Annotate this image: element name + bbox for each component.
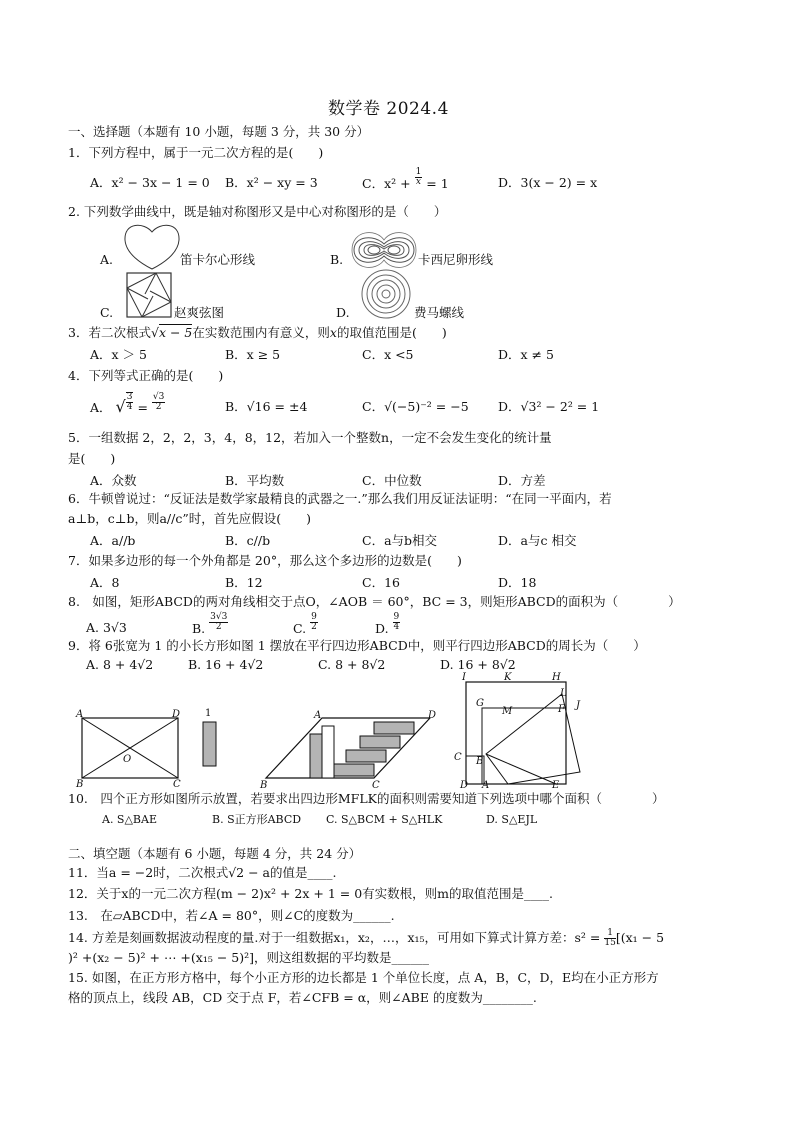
zhao-shuang-figure [126, 272, 172, 318]
q2-option-a-label: 笛卡尔心形线 [180, 252, 256, 267]
q15-line1: 15. 如图，在正方形方格中，每个小正方形的边长都是 1 个单位长度，点 A，B，C，D，E均在小正方形方 [68, 970, 659, 985]
q4-option-b[interactable]: B．√16 = ±4 [225, 399, 308, 414]
sq-label-l: L [560, 688, 567, 699]
section2-heading: 二、填空题（本题有 6 小题，每题 4 分，共 24 分） [68, 846, 362, 861]
q5-stem-line1: 5．一组数据 2，2，2，3，4，8，12，若加入一个整数n，一定不会发生变化的统计量 [68, 430, 552, 445]
q9-option-c[interactable]: C. 8 + 8√2 [318, 657, 386, 672]
q8-option-c[interactable]: C. $\frac{9}{2}$ [293, 612, 317, 636]
q2-option-c-letter[interactable]: C. [100, 305, 114, 320]
q1-option-b[interactable]: B．x² − xy = 3 [225, 175, 318, 190]
q14-line2: )² +(x₂ − 5)² + ⋯ +(x₁₅ − 5)²]，则这组数据的平均数是______ [68, 950, 429, 965]
rect-label-o: O [123, 754, 132, 765]
q5-option-c[interactable]: C．中位数 [362, 473, 422, 488]
q8-option-b[interactable]: B. $\frac{3√3}{2}$ [192, 612, 228, 636]
q7-option-d[interactable]: D．18 [498, 575, 537, 590]
q3-option-c[interactable]: C．x <5 [362, 347, 414, 362]
rect-label-d: D [172, 709, 181, 720]
q8-option-d[interactable]: D. $\frac{9}{4}$ [375, 612, 400, 636]
q6-option-b[interactable]: B．c//b [225, 533, 271, 548]
sq-label-m: M [502, 706, 513, 717]
q6-stem-line1: 6．牛顿曾说过：“反证法是数学家最精良的武器之一.”那么我们用反证法证明：“在同一平面内，若 [68, 491, 612, 506]
q15-line2: 格的顶点上，线段 AB，CD 交于点 F，若∠CFB = α，则∠ABE 的度数为________. [68, 990, 537, 1005]
rectangle-abcd-figure [76, 708, 186, 788]
q2-option-d-label: 费马螺线 [414, 305, 465, 320]
q13-text: 13. 在▱ABCD中，若∠A = 80°，则∠C的度数为______. [68, 908, 395, 923]
q9-option-a[interactable]: A. 8 + 4√2 [86, 657, 154, 672]
q4-option-d[interactable]: D．√3² − 2² = 1 [498, 399, 600, 414]
q10-stem: 10. 四个正方形如图所示放置，若要求出四边形MFLK的面积则需要知道下列选项中哪个面积（ ） [68, 791, 665, 806]
q1-option-c[interactable] [362, 167, 449, 191]
q4-option-c[interactable]: C．√(−5)⁻² = −5 [362, 399, 469, 414]
q6-stem-line2: a⊥b，c⊥b，则a//c”时，首先应假设( ) [68, 511, 311, 526]
sq-label-h: H [552, 672, 561, 683]
sq-label-c: C [454, 752, 462, 763]
q8-stem: 8. 如图，矩形ABCD的两对角线相交于点O，∠AOB ＝ 60°，BC = 3，则矩形ABCD的面积为（ ） [68, 594, 681, 609]
q3-option-a[interactable]: A．x ＞ 5 [90, 347, 147, 362]
q4-option-a[interactable]: A． √ $\frac{3}{4}$ = $\frac{√3}{2}$ [90, 391, 165, 416]
para-label-a: A [314, 710, 322, 721]
q10-option-a[interactable]: A. S△BAE [102, 813, 157, 826]
rect-label-a: A [76, 709, 84, 720]
sq-label-g: G [476, 698, 484, 709]
q2-stem: 2. 下列数学曲线中，既是轴对称图形又是中心对称图形的是（ ） [68, 204, 447, 219]
sq-label-f: F [558, 704, 565, 715]
q1-stem: 1．下列方程中，属于一元二次方程的是( ) [68, 145, 324, 160]
q1-c-suffix: = 1 [426, 176, 449, 191]
q3-option-d[interactable]: D．x ≠ 5 [498, 347, 554, 362]
q3-stem: 3．若二次根式√x − 5在实数范围内有意义，则x的取值范围是( ) [68, 325, 447, 340]
sq-label-k: K [504, 672, 512, 683]
q2-option-b-label: 卡西尼卵形线 [418, 252, 494, 267]
q7-option-b[interactable]: B．12 [225, 575, 263, 590]
q9-stem: 9．将 6张宽为 1 的小长方形如图 1 摆放在平行四边形ABCD中，则平行四边形ABCD的周长为（ ） [68, 638, 646, 653]
para-label-d: D [428, 710, 437, 721]
para-label-c: C [372, 780, 380, 791]
q8-option-a[interactable]: A. 3√3 [86, 620, 127, 635]
section1-heading: 一、选择题（本题有 10 小题，每题 3 分，共 30 分） [68, 124, 370, 139]
sq-label-a: A [482, 780, 490, 791]
q11-text: 11．当a = −2时，二次根式√2 − a的值是____. [68, 865, 337, 880]
exam-title: 数学卷 2024.4 [328, 99, 449, 119]
q1-c-fraction: $\frac{1}{x}$ [415, 167, 422, 187]
q2-option-b-letter[interactable]: B. [330, 252, 344, 267]
cassini-oval-figure [350, 228, 418, 272]
q10-option-b[interactable]: B. S正方形ABCD [212, 813, 302, 826]
q1-option-d[interactable]: D．3(x − 2) = x [498, 175, 598, 190]
q2-option-d-letter[interactable]: D. [336, 305, 350, 320]
q5-option-b[interactable]: B．平均数 [225, 473, 285, 488]
q14-line1: 14. 方差是刻画数据波动程度的量.对于一组数据x₁，x₂，…，x₁₅，可用如下算式计算方差：s² = $\frac{1}{15}$ [(x₁ − 5 [68, 928, 665, 948]
sq-label-e: E [552, 780, 560, 791]
q1-c-prefix: C．x² + [362, 176, 411, 191]
q12-text: 12．关于x的一元二次方程(m − 2)x² + 2x + 1 = 0有实数根，则m的取值范围是____. [68, 886, 553, 901]
q1-option-a[interactable]: A．x² − 3x − 1 = 0 [90, 175, 210, 190]
sq-label-d: D [460, 780, 469, 791]
q4-stem: 4．下列等式正确的是( ) [68, 368, 224, 383]
rect-label-c: C [173, 779, 181, 790]
q7-option-c[interactable]: C．16 [362, 575, 400, 590]
strip-figure [200, 706, 220, 768]
four-squares-figure [452, 672, 582, 790]
q10-option-c[interactable]: C. S△BCM + S△HLK [326, 813, 443, 826]
q5-stem-line2: 是( ) [68, 451, 116, 466]
q2-option-a-letter[interactable]: A. [100, 252, 114, 267]
cardioid-figure [122, 222, 182, 272]
q7-option-a[interactable]: A．8 [90, 575, 120, 590]
q6-option-a[interactable]: A．a//b [90, 533, 136, 548]
sq-label-i: I [462, 672, 466, 683]
q2-option-c-label: 赵爽弦图 [174, 305, 225, 320]
sq-label-j: J [576, 700, 581, 711]
rect-label-b: B [76, 779, 84, 790]
fermat-spiral-figure [360, 268, 412, 320]
q5-option-a[interactable]: A．众数 [90, 473, 137, 488]
q9-option-d[interactable]: D. 16 + 8√2 [440, 657, 516, 672]
q5-option-d[interactable]: D．方差 [498, 473, 546, 488]
strip-label: 1 [205, 708, 212, 719]
para-label-b: B [260, 780, 268, 791]
q7-stem: 7．如果多边形的每一个外角都是 20°，那么这个多边形的边数是( ) [68, 553, 462, 568]
q10-option-d[interactable]: D. S△EJL [486, 813, 538, 826]
q6-option-d[interactable]: D．a与c 相交 [498, 533, 577, 548]
q6-option-c[interactable]: C．a与b相交 [362, 533, 438, 548]
q9-option-b[interactable]: B. 16 + 4√2 [188, 657, 264, 672]
q3-option-b[interactable]: B．x ≥ 5 [225, 347, 281, 362]
parallelogram-figure [258, 708, 438, 791]
sq-label-b: B [476, 756, 484, 767]
